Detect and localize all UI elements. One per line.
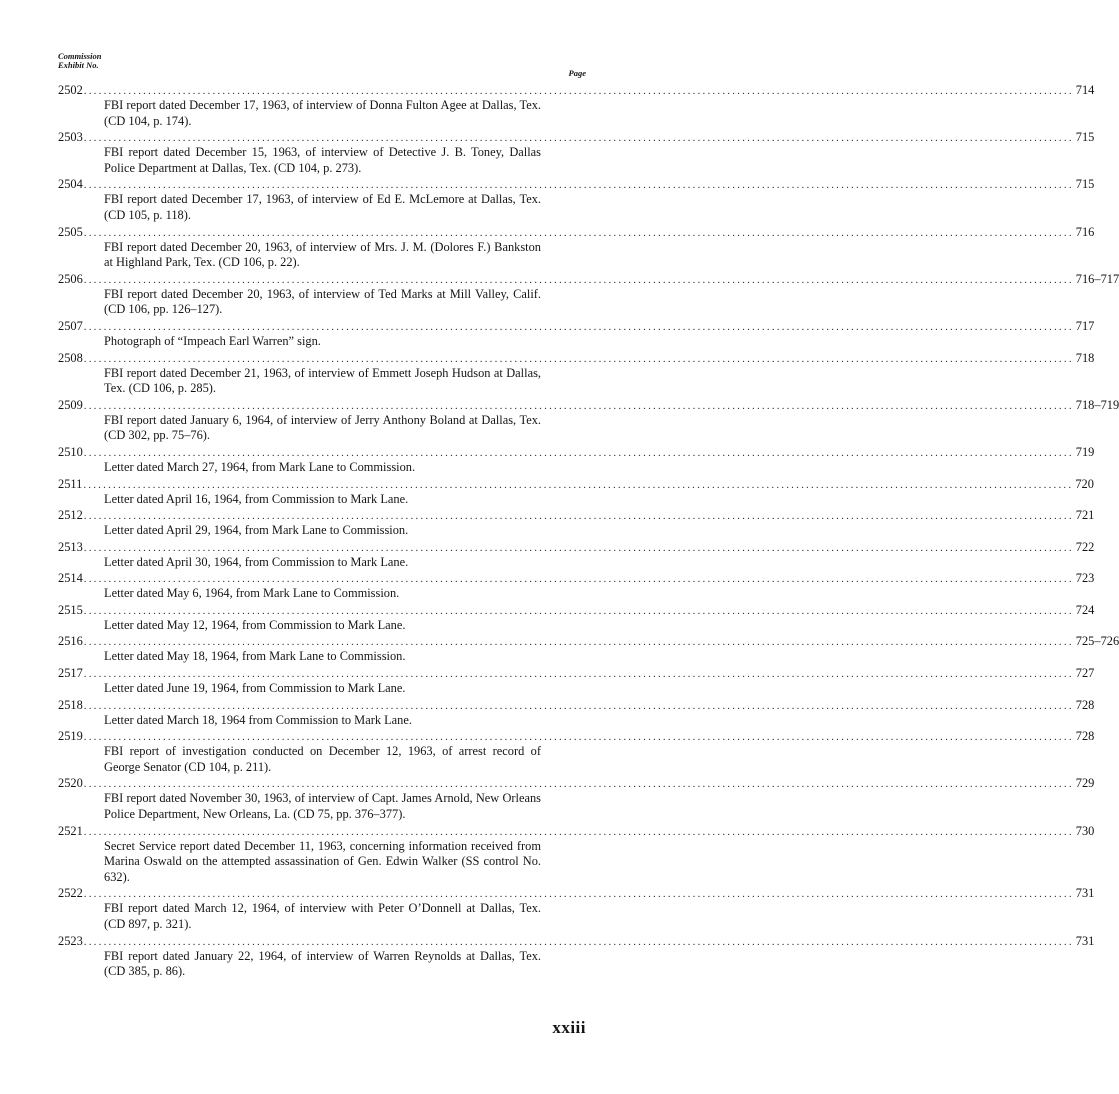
exhibit-description: FBI report dated December 15, 1963, of interview of Detective J. B. Toney, Dallas Police Department at Dallas, Tex. (CD 104, p. 273). (104, 145, 541, 175)
exhibit-entry-row (58, 271, 1119, 287)
exhibit-index-page (58, 51, 1119, 980)
exhibit-page-number: 715 (1075, 130, 1095, 145)
dot-leader: ........................................................................................................................................................................................................ (83, 825, 1074, 838)
exhibit-entry (58, 697, 1095, 729)
exhibit-list (58, 82, 1119, 980)
exhibit-entry (58, 82, 1095, 129)
exhibit-entry-row (58, 176, 1095, 192)
exhibit-page-number: 714 (1075, 83, 1095, 97)
dot-leader: ........................................................................................................................................................................................................ (83, 510, 1074, 523)
exhibit-entry-row (58, 775, 1095, 791)
exhibit-number: 2503 (58, 130, 83, 145)
exhibit-description: Letter dated March 18, 1964 from Commission to Mark Lane. (104, 712, 412, 727)
exhibit-number: 2514 (58, 571, 83, 586)
exhibit-entry-row (58, 728, 1095, 744)
exhibit-page-number: 725–726 (1075, 634, 1119, 649)
exhibit-description: Letter dated May 12, 1964, from Commission to Mark Lane. (104, 617, 406, 632)
exhibit-page-number: 724 (1075, 602, 1095, 617)
exhibit-entry (58, 176, 1095, 223)
exhibit-number: 2505 (58, 224, 83, 239)
heading-commission: Commission (58, 51, 102, 61)
exhibit-page-number: 718 (1075, 350, 1095, 365)
exhibit-entry-row (58, 350, 1095, 366)
exhibit-entry (58, 633, 1119, 665)
exhibit-number: 2521 (58, 823, 83, 838)
exhibit-description: FBI report dated January 22, 1964, of interview of Warren Reynolds at Dallas, Tex. (CD 385, p. 86). (104, 948, 541, 979)
exhibit-entry-row (58, 570, 1095, 586)
exhibit-entry (58, 318, 1095, 350)
exhibit-page-number: 730 (1075, 823, 1095, 838)
exhibit-page-number: 731 (1075, 886, 1095, 901)
exhibit-number: 2519 (58, 729, 83, 744)
exhibit-description: Letter dated April 29, 1964, from Mark Lane to Commission. (104, 523, 409, 538)
dot-leader: ........................................................................................................................................................................................................ (83, 399, 1074, 412)
exhibit-number: 2513 (58, 539, 83, 554)
dot-leader: ........................................................................................................................................................................................................ (83, 273, 1074, 286)
exhibit-entry-row (58, 82, 1095, 98)
dot-leader: ........................................................................................................................................................................................................ (83, 352, 1074, 365)
exhibit-entry (58, 933, 1095, 980)
exhibit-description: FBI report dated December 20, 1963, of interview of Mrs. J. M. (Dolores F.) Bankston at Highland Park, Tex. (CD 106, p. 22). (104, 239, 541, 270)
exhibit-entry (58, 271, 1119, 318)
exhibit-entry-row (58, 697, 1095, 713)
exhibit-entry-row (58, 823, 1095, 839)
exhibit-number: 2511 (58, 476, 83, 491)
exhibit-entry-row (58, 129, 1095, 145)
exhibit-page-number: 717 (1075, 318, 1095, 333)
exhibit-entry-row (58, 507, 1095, 523)
exhibit-page-number: 716 (1075, 224, 1095, 239)
exhibit-page-number: 715 (1075, 177, 1095, 192)
exhibit-number: 2518 (58, 697, 83, 712)
exhibit-entry-row (58, 318, 1095, 334)
exhibit-number: 2509 (58, 397, 83, 412)
exhibit-page-number: 731 (1075, 933, 1095, 948)
dot-leader: ........................................................................................................................................................................................................ (83, 320, 1074, 333)
exhibit-entry-row (58, 224, 1095, 240)
exhibit-description: FBI report dated November 30, 1963, of interview of Capt. James Arnold, New Orleans Police Department, New Orleans, La. (CD 75, pp. 376–377). (104, 791, 541, 822)
exhibit-page-number: 720 (1075, 476, 1094, 491)
exhibit-description: Letter dated April 30, 1964, from Commission to Mark Lane. (104, 554, 409, 569)
exhibit-entry (58, 507, 1095, 539)
exhibit-entry (58, 602, 1095, 634)
exhibit-entry-row (58, 665, 1095, 681)
exhibit-entry-row (58, 539, 1095, 555)
exhibit-page-number: 722 (1075, 539, 1095, 554)
exhibit-description: Letter dated May 18, 1964, from Mark Lane to Commission. (104, 649, 406, 664)
exhibit-entry-row (58, 633, 1119, 649)
exhibit-number: 2512 (58, 508, 83, 523)
exhibit-page-number: 727 (1075, 666, 1095, 681)
page-number-footer: xxiii (552, 1018, 586, 1037)
exhibit-number: 2516 (58, 634, 83, 649)
exhibit-entry-row (58, 602, 1095, 618)
exhibit-number: 2517 (58, 666, 83, 681)
exhibit-entry (58, 539, 1095, 571)
dot-leader: ........................................................................................................................................................................................................ (83, 541, 1074, 554)
dot-leader: ........................................................................................................................................................................................................ (83, 85, 1074, 97)
exhibit-description: Letter dated May 6, 1964, from Mark Lane to Commission. (104, 586, 400, 601)
exhibit-entry (58, 570, 1095, 602)
exhibit-description: FBI report of investigation conducted on December 12, 1963, of arrest record of George Senator (CD 104, p. 211). (104, 744, 541, 774)
exhibit-number: 2522 (58, 886, 83, 901)
exhibit-number: 2510 (58, 444, 83, 459)
dot-leader: ........................................................................................................................................................................................................ (83, 888, 1074, 901)
exhibit-number: 2508 (58, 350, 83, 365)
dot-leader: ........................................................................................................................................................................................................ (83, 478, 1074, 491)
exhibit-entry (58, 397, 1119, 444)
exhibit-entry-row (58, 933, 1095, 949)
dot-leader: ........................................................................................................................................................................................................ (83, 604, 1074, 617)
exhibit-page-number: 719 (1075, 444, 1095, 459)
exhibit-entry (58, 444, 1095, 476)
exhibit-entry (58, 823, 1095, 886)
exhibit-entry-row (58, 476, 1094, 492)
dot-leader: ........................................................................................................................................................................................................ (83, 132, 1074, 145)
exhibit-entry (58, 476, 1094, 508)
exhibit-entry (58, 350, 1095, 397)
dot-leader: ........................................................................................................................................................................................................ (83, 731, 1074, 744)
dot-leader: ........................................................................................................................................................................................................ (83, 446, 1074, 459)
exhibit-entry (58, 885, 1095, 932)
dot-leader: ........................................................................................................................................................................................................ (83, 778, 1074, 791)
dot-leader: ........................................................................................................................................................................................................ (83, 668, 1074, 681)
exhibit-entry (58, 775, 1095, 822)
dot-leader: ........................................................................................................................................................................................................ (83, 226, 1074, 239)
exhibit-description: FBI report dated December 17, 1963, of interview of Donna Fulton Agee at Dallas, Tex. (CD 104, p. 174). (104, 98, 541, 128)
exhibit-number: 2504 (58, 177, 83, 192)
exhibit-description: Secret Service report dated December 11, 1963, concerning information received from Marina Oswald on the attempted assassination of Gen. Edwin Walker (SS control No. 632). (104, 838, 541, 884)
exhibit-number: 2515 (58, 602, 83, 617)
exhibit-page-number: 723 (1075, 571, 1095, 586)
exhibit-page-number: 729 (1075, 776, 1095, 791)
exhibit-entry-row (58, 885, 1095, 901)
exhibit-number: 2523 (58, 933, 83, 948)
exhibit-entry (58, 665, 1095, 697)
dot-leader: ........................................................................................................................................................................................................ (83, 935, 1074, 948)
exhibit-page-number: 716–717 (1075, 271, 1119, 286)
exhibit-number: 2506 (58, 271, 83, 286)
exhibit-entry-row (58, 397, 1119, 413)
exhibit-page-number: 728 (1075, 697, 1095, 712)
page-column-heading: Page (568, 68, 586, 78)
exhibit-entry (58, 728, 1095, 775)
exhibit-description: FBI report dated December 21, 1963, of interview of Emmett Joseph Hudson at Dallas, Tex. (CD 106, p. 285). (104, 365, 541, 396)
exhibit-description: FBI report dated December 20, 1963, of interview of Ted Marks at Mill Valley, Calif. (CD 106, pp. 126–127). (104, 286, 541, 317)
exhibit-number: 2507 (58, 318, 83, 333)
exhibit-description: Letter dated June 19, 1964, from Commission to Mark Lane. (104, 681, 406, 696)
exhibit-description: Photograph of “Impeach Earl Warren” sign. (104, 333, 321, 348)
exhibit-number: 2502 (58, 83, 83, 97)
exhibit-description: Letter dated April 16, 1964, from Commission to Mark Lane. (104, 491, 409, 506)
exhibit-entry (58, 129, 1095, 176)
exhibit-number: 2520 (58, 776, 83, 791)
column-headers (58, 52, 586, 82)
exhibit-entry-row (58, 444, 1095, 460)
exhibit-description: FBI report dated March 12, 1964, of interview with Peter O’Donnell at Dallas, Tex. (CD 897, p. 321). (104, 901, 541, 931)
exhibit-description: FBI report dated December 17, 1963, of interview of Ed E. McLemore at Dallas, Tex. (CD 105, p. 118). (104, 192, 541, 222)
exhibit-description: FBI report dated January 6, 1964, of interview of Jerry Anthony Boland at Dallas, Tex. (CD 302, pp. 75–76). (104, 412, 541, 443)
exhibit-page-number: 718–719 (1075, 397, 1119, 412)
dot-leader: ........................................................................................................................................................................................................ (83, 699, 1074, 712)
dot-leader: ........................................................................................................................................................................................................ (83, 636, 1074, 649)
exhibit-page-number: 728 (1075, 729, 1095, 744)
exhibit-column-heading (58, 52, 101, 70)
dot-leader: ........................................................................................................................................................................................................ (83, 179, 1074, 192)
exhibit-page-number: 721 (1075, 508, 1095, 523)
exhibit-entry (58, 224, 1095, 271)
exhibit-description: Letter dated March 27, 1964, from Mark Lane to Commission. (104, 459, 416, 474)
heading-exhibit-no: Exhibit No. (58, 60, 99, 70)
dot-leader: ........................................................................................................................................................................................................ (83, 573, 1074, 586)
